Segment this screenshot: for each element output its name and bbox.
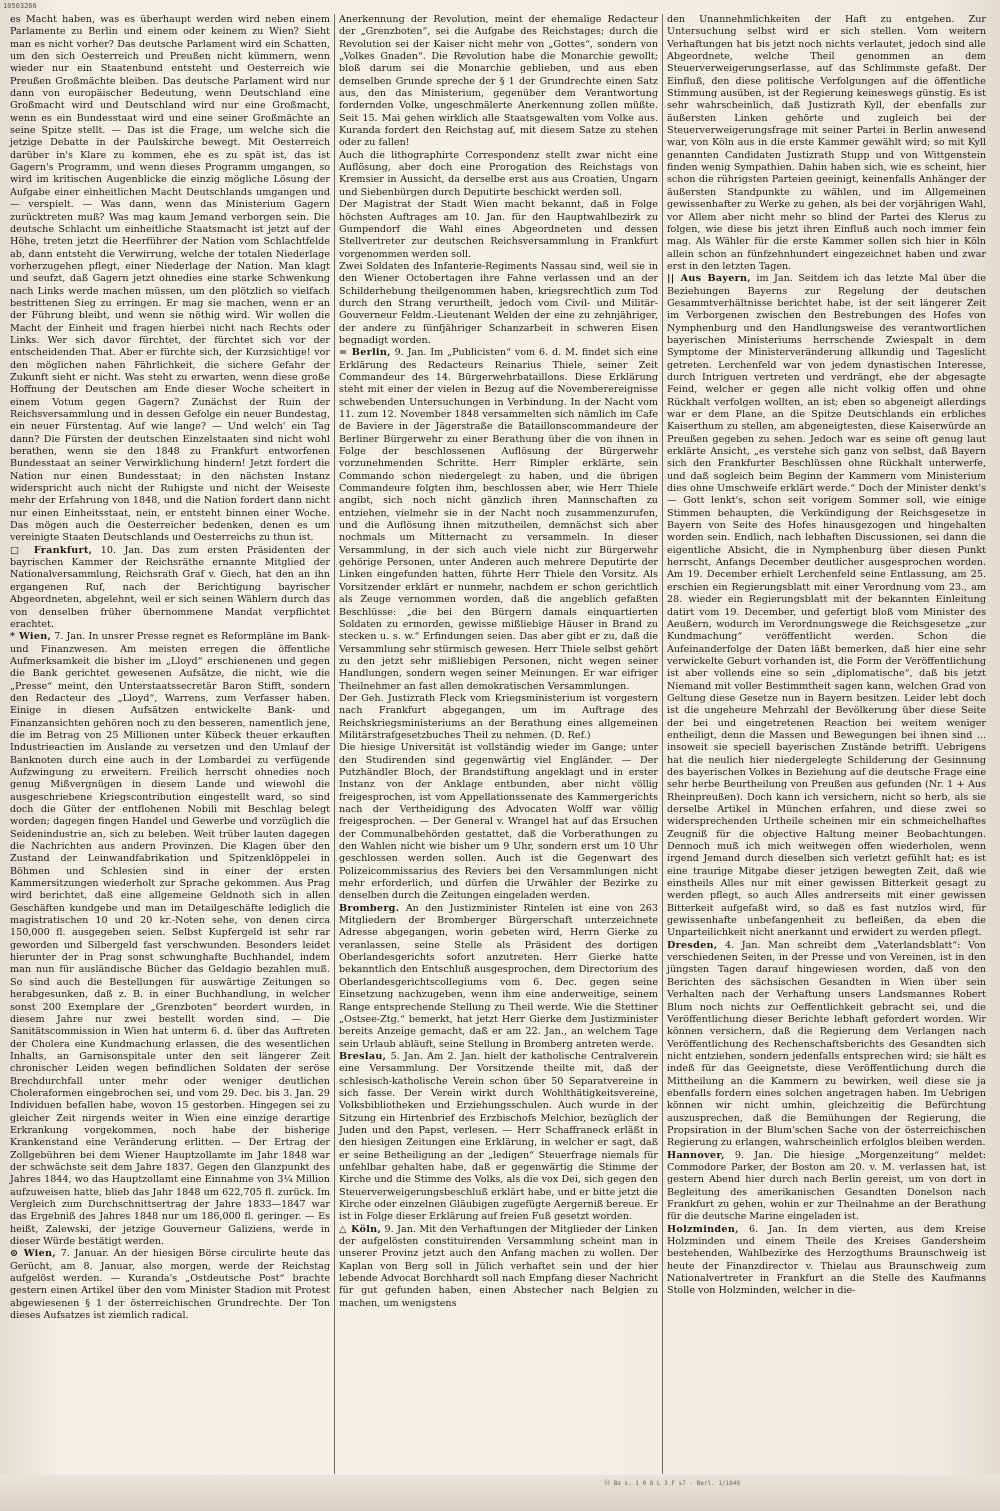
article-text: Die hiesige Universität ist vollständig wieder im Gange; unter den Studirenden sind gegenwärtig viel Engländer. — Der Putzhändler Bloch, der Brandstiftung angeklagt und in erster Instanz von der Anklage entbunden, aber nicht völlig freigesprochen, ist vom Appellationssenate des Kammergerichts nach der Vertheidigung des Advocaten Wolff war völlig freigesprochen. — Der General v. Wrangel hat auf das Ersuchen der Communalbehörden gestattet, daß die Vorberathungen zu den Wahlen nicht wie bisher um 9 Uhr, sondern erst um 10 Uhr geschlossen werden sollen. Auch ist die Gegenwart des Polizeicommissarius des Reviers bei den Versammlungen nicht mehr erforderlich, und dürfen die Urwähler der Bezirke zu denselben durch die Zeitungen eingeladen werden. — [339, 742, 658, 902]
article-paragraph — [339, 742, 658, 902]
article-text: den Unannehmlichkeiten der Haft zu entgehen. Zur Untersuchung selbst wird er sich stellen. Vom weitern Verhaftungen hat bis jetzt noch nichts verlautet, jedoch sind alle Abgeordnete, welche Theil genommen an dem Steuerverweigerungserlasse, auf das Schlimmste gefaßt. Der Einfluß, den diese politische Verfolgungen auf die öffentliche Stimmung ausüben, ist der Regierung keineswegs günstig. Es ist sehr wahrscheinlich, daß Justizrath Kyll, der ebenfalls zur äußersten Linken gehörte und zugleich bei der Steuerverweigerungsfrage mit seiner Partei in Berlin anwesend war, von Köln aus in die erste Kammer gewählt wird; so mit Kyll genannten Candidaten Justizrath Stupp und von Wittgenstein finden wenig Sympathien. Dahin haben sich, wie es scheint, hier schon die rührigsten Parteien geeinigt, keinenfalls Anhänger der äußersten Standpunkte zu wählen, und im Allgemeinen gewissenhafter zu Werke zu gehen, als bei der vorjährigen Wahl, vor Allem aber nicht mehr so blind der Partei des Klerus zu folgen, wie diese bis jetzt ihren Einfluß auch noch immer fein mag. Als Wähler für die erste Kammer sollen sich hier in Köln allein schon an fünfzehnhundert eingezeichnet haben und zwar erst in den letzten Tagen. — [667, 14, 986, 272]
dateline: * Wien, — [10, 631, 52, 643]
article-paragraph — [667, 1224, 986, 1298]
dateline: || Aus Bayern, — [667, 273, 751, 285]
article-paragraph — [339, 261, 658, 347]
article-paragraph — [339, 199, 658, 261]
article-paragraph — [667, 14, 986, 273]
article-text: es Macht haben, was es überhaupt werden wird neben einem Parlamente zu Berlin und einem oder keinem zu Wien? Sieht man es nicht vorher? Das deutsche Parlament wird ein Schatten, um den sich Oesterreich und Preußen nicht kümmern, wenn wieder nur ein Staatenbund entsteht und Oesterreich wie Preußen Großmächte bleiben. Das deutsche Parlament wird nur dann von europäischer Bedeutung, wenn Deutschland eine Großmacht wird und Deutschland wird nur eine Großmacht, wenn es ein Bundesstaat wird und eine seiner Großmächte an seine Spitze stellt. — Das ist die Frage, um welche sich die jetzige Debatte in der Paulskirche bewegt. Mit Oesterreich darüber in's Klare zu kommen, ehe es zu spät ist, das ist Gagern's Programm, und wenn dieses Programm umgangen, so wird im kritischen Augenblicke die einzig mögliche Lösung der Aufgabe einer einheitlichen Macht Deutschlands umgangen und — verspielt. — Was dann, wenn das Ministerium Gagern zurücktreten muß? Was mag kaum Jemand verborgen sein. Die deutsche Schlacht um einheitliche Staatsmacht ist jetzt auf der Höhe, treten jetzt die Heerführer der Nation vom Schlachtfelde ab, dann entsteht die Verwirrung, welche der totalen Niederlage vorherzugehen pflegt, einer Niederlage der Nation. Man klagt und seufzt, daß Gagern jetzt ohnedies eine starke Schwenkung nach Links werde machen müssen, um den plötzlich so vielfach bestrittenen Sieg zu erringen. Er mag sie machen, wenn er an der Führung bleibt, und wenn sie nöthig wird. Wir wollen die Macht der Einheit und fragen hierbei nicht nach Rechts oder Links. Wer sich davor fürchtet, der fürchtet sich vor der entscheidenden That. Aber er fürchte sich, der Kurzsichtige! vor den möglichen nahen Fährlichkeit, die sichere Gefahr der Zukunft sieht er nicht. Was steht zu erwarten, wenn diese große Hoffnung der Deutschen am Ende dieser Woche scheitert in einem Votum gegen Gagern? Zunächst der Ruin der Reichsversammlung und in dessen Gefolge ein neuer Bundestag, ein neuer Fürstentag. Auf wie lange? — Und welch' ein Tag dann? Die Fürsten der deutschen Einzelstaaten sind nicht wohl berathen, wenn sie den 1848 zu Frankfurt entworfenen Bundesstaat an seiner Verwirklichung hindern! Jetzt fordert die Nation nur einen Bundesstaat; in den nächsten Instanz widerspricht auch nicht der Ruhigste und nicht der Weiseste mehr der Erfahrung von 1848, und die Nation fordert dann nicht nur einen Einheitsstaat, nein, er entsteht binnen einer Woche. Das mögen auch die Oesterreicher bedenken, denen es um vereinigte Staaten Deutschlands und Oesterreichs zu thun ist. — [10, 14, 330, 544]
dateline: Breslau, — [339, 1050, 387, 1062]
article-paragraph — [339, 693, 658, 742]
scan-id: 10503266 — [3, 2, 37, 10]
article-text: Auch die lithographirte Correspondenz stellt zwar nicht eine Auflösung, aber doch eine Prorogation des Reichstags von Kremsier in Aussicht, da derselbe erst aus aus Croatien, Ungarn und Siebenbürgen durch Deputirte beschickt werden soll. — [339, 149, 658, 198]
article-text: 9. Jan. Mit den Verhaftungen der Mitglieder der Linken der aufgelösten constituirenden Versammlung scheint man in unserer Provinz jetzt auch den Anfang machen zu wollen. Der Kaplan von Berg soll in Jülich verhaftet sein und der hier lebende Advocat Borchhardt soll nach Empfang dieser Nachricht für gut gefunden haben, einen Abstecher nach Belgien zu machen, um wenigstens — [339, 1223, 658, 1309]
article-paragraph — [339, 347, 658, 693]
newspaper-columns — [6, 14, 992, 1474]
article-paragraph — [667, 1150, 986, 1224]
article-text: Der Geh. Justizrath Fleck vom Kriegsministerium ist vorgestern nach Frankfurt abgegangen, um im Auftrage des Reichskriegsministeriums an der Berathung eines allgemeinen Militärstrafgesetzbuches Theil zu nehmen. (D. Ref.) — [339, 692, 658, 741]
article-paragraph — [10, 1248, 330, 1322]
article-text: 10. Jan. Das zum ersten Präsidenten der bayrischen Kammer der Reichsräthe ernannte Mitglied der Nationalversammlung, Reichsrath Graf v. Giech, hat den an ihn ergangenen Ruf, nach der Berichtigung bayrischer Abgeordneten, abgelehnt, weil er sich seinen Wählern durch das von denselben früher übernommene Mandat verpflichtet erachtet. — [10, 544, 330, 630]
article-text: 6. Jan. In dem vierten, aus dem Kreise Holzminden und einem Theile des Kreises Gandersheim bestehenden, Wahlbezirke des Herzogthums Braunschweig ist heute der Finanzdirector v. Thielau aus Braunschweig zum Nationalvertreter in Frankfurt an die Stelle des Kaufmanns Stolle von Holzminden, welcher in die- — [667, 1223, 986, 1297]
article-text: Zwei Soldaten des Infanterie-Regiments Nassau sind, weil sie in den Wiener Octobertagen ihre Fahne verlassen und an der Schilderhebung theilgenommen haben, kriegsrechtlich zum Tod durch den Strang verurtheilt, jedoch vom Civil- und Militär-Gouverneur Feldm.-Lieutenant Welden der eine zu zehnjähriger, der andere zu fünfjähriger Schanzarbeit in schweren Eisen begnadigt worden. — [339, 260, 658, 346]
article-paragraph — [339, 903, 658, 1051]
article-text: 4. Jan. Man schreibt dem „Vaterlandsblatt“: Von verschiedenen Seiten, in der Presse und von Vereinen, ist in den jüngsten Tagen darauf hingewiesen worden, daß von den Berichten des sächsischen Gesandten in Wien über sein Verhalten nach der Verhaftung unsers Landsmannes Robert Blum noch nichts zur Oeffentlichkeit gebracht sei, und die Veröffentlichung dieser Berichte lebhaft gefordert worden. Wir können versichern, daß die Regierung dem Verlangen nach Veröffentlichung des Rechenschaftsberichts des Gesandten sich nicht entziehen, sondern jedenfalls entsprechen wird; sie hält es indeß für das Geeignetste, diese Veröffentlichung durch die Mittheilung an die Kammern zu bewirken, weil diese sie ja ebenfalls fordern eines solchen angetragen haben. Im Uebrigen können wir nicht umhin, gleichzeitig die Befürchtung auszusprechen, daß die Bemühungen der Regierung, die Propsiration in der Blum'schen Sache von der österreichischen Regierung zu erlangen, wahrscheinlich erfolglos bleiben werden. — [667, 939, 986, 1149]
dateline: □ Frankfurt, — [10, 544, 93, 556]
article-paragraph — [339, 1224, 658, 1310]
dateline: Dresden, — [667, 939, 718, 951]
article-paragraph — [10, 14, 330, 545]
dateline: = Berlin, — [339, 347, 391, 359]
article-text: im Jan. Seitdem ich das letzte Mal über die Beziehungen Bayerns zur Regelung der deutschen Gesammtverhältnisse berichtet habe, ist der seit längerer Zeit im Verborgenen zwischen den Bestrebungen des Hofes von Nymphenburg und den Handlungsweise des verantwortlichen bayerischen Ministeriums herrschende Zwiespalt in dem Symptome der Ministerveränderung allkundig und Tageslicht getreten. Lerchenfeld war von jedem dynastischen Interesse, durch Intriguen vertreten und verdrängt, ehe der abgesagte Feind, welcher er gegen alle nicht volkig offen und ohne Rückhalt verfolgen wollten, an ist; eben so abgeneigt allerdings war er dem Plane, an die Spitze Deutschlands ein erbliches Kaiserthum zu stellen, am abgeneigtesten, diese Kaiserwürde an Preußen gegeben zu sehen. Jedoch war es seine oft genug laut erklärte Ansicht, „es verstehe sich ganz von selbst, daß Bayern sich den Frankfurter Beschlüssen ohne Rückhalt unterwerfe, und daß sogleich beim Beginn der Kammern vom Ministerium dies ohne Umschweife erklärt werde.“ Doch der Minister denkt's — Gott lenkt's, schon seit vorigem Sommer soll, wie einige Stimmen behaupten, die Verkündigung der Reichsgesetze in Bayern von Seite des Hofes hinausgezogen und hingehalten worden sein. Endlich, nach lebhaften Discussionen, sei dann die eigentliche Absicht, die in Nymphenburg über diesen Punkt herrscht, Anfangs December deutlicher ausgesprochen worden. Am 19. December erhielt Lerchenfeld seine Entlassung, am 25. erschien ein Regierungsblatt mit einer Verordnung vom 23., am 28. wieder ein Regierungsblatt mit der bekannten Einleitung datirt vom 19. December, und gefertigt bloß vom Minister des Aeußern, wodurch im Verordnungswege die Reichsgesetze „zur Kundmachung“ veröffentlicht werden. Schon die Aufeinanderfolge der Daten läßt bemerken, daß hier eine sehr verwickelte Geburt vorhanden ist, die Form der Veröffentlichung ist aber vollends eine so sein „diplomatische“, daß bis jetzt Niemand mit voller Bestimmtheit sagen kann, welchen Grad von Geltung diese Gesetze nun in Bayern besitzen. Leider lebt doch ist die ungeheure Mehrzahl der Bevölkerung über diese Seite der bei und eingetretenen Reaction bei weitem weniger entheiligt, denn die Massen und Bewegungen bei ihnen sind ... insoweit sie speciell bayerischen Zustände betrifft. Uebrigens hat die neulich hier niedergelegte Schilderung der Gesinnung des bayerischen Volkes in Beziehung auf die deutsche Frage eine sehr herbe Beurtheilung von Preußen aus gefunden (Nr. 1 + Aus Rheinpreußen). Doch kann ich versichern, nicht so herb, als sie derselbe Artikel in München erfahren, und diese zwei so widersprechenden Urtheile scheinen mir ein schmeichelhaftes Zeugniß für die objective Haltung meiner Beobachtungen. Dennoch muß ich mich weitwegen offen wiederholen, wenn irgend Jemand durch dieselben sich verletzt gefühlt hat; es ist eine traurige Mitgabe dieser jetzigen bewegten Zeit, daß wie einstheils Alles nur mit einer gewissen Bitterkeit gesagt zu werden pflegt, so auch Alles andrerseits mit einer gewissen Bitterkeit aufgefaßt wird, so daß es fast nutzlos wird, für gewissenhafte unbefangenheit zu befleißen, da eben die Unparteilichkeit nicht anerkannt und erwidert zu werden pflegt. — [667, 273, 986, 939]
column-middle — [334, 14, 662, 1474]
article-paragraph — [339, 1051, 658, 1224]
article-text: 9. Jan. Im „Publicisten“ vom 6. d. M. findet sich eine Erklärung des Redacteurs Reinarius Thiele, seiner Zeit Commandeur des 14. Bürgerwehrbataillons. Diese Erklärung steht mit einer der vielen in Bezug auf die Novemberereignisse schwebenden Untersuchungen in Verbindung. In der Nacht vom 11. zum 12. November 1848 versammelten sich nämlich im Cafe de Baviere in der Jägerstraße die Bataillonscommandeure der Berliner Bürgerwehr zu einer Berathung über die von ihnen in Folge der beschlossenen Auflösung der Bürgerwehr vorzunehmenden Schritte. Herr Rimpler erklärte, sein Commando schon niedergelegt zu haben, und die übrigen Commandeure folgten ihm, beschlossen aber, wie Herr Thiele angibt, sich noch nicht gänzlich ihren Mannschaften zu entziehen, vielmehr sie in der Nacht noch zusammenzurufen, und die Auflösung ihnen mitzutheilen, demnächst sich aber nochmals um Mitternacht zu versammeln. In dieser Versammlung, in der sich auch viele nicht zur Bürgerwehr gehörige Personen, unter Anderen auch mehrere Deputirte der Linken eingefunden hatten, führte Herr Thiele den Vorsitz. Als Vorsitzender erklärt er nunmehr, nachdem er schon gerichtlich als Zeuge vernommen worden, daß die angeblich gefaßten Beschlüsse: „die bei den Bürgern damals einquartierten Soldaten zu ermorden, gewisse mißliebige Häuser in Brand zu stecken u. s. w.“ Erfindungen seien. Das aber gibt er zu, daß die Versammlung sehr stürmisch gewesen. Herr Thiele selbst gehört zu den jetzt sehr mißliebigen Personen, nicht wegen seiner Handlungen, sondern wegen seiner Meinungen. Er war eifriger Theilnehmer an fast allen demokratischen Versammlungen. — [339, 347, 658, 692]
article-text: 5. Jan. Am 2. Jan. hielt der katholische Centralverein eine Versammlung. Der Vorsitzende theilte mit, daß der schlesisch-katholische Verein schon über 50 Separatvereine in sich fasse. Der Verein wirkt durch Wohlthätigkeitsvereine, Volksbibliotheken und Erziehungsschulen. Auch wurde in der Sitzung ein Hirtenbrief des Erzbischofs Melchior, bezüglich der Juden und den Papst, verlesen. — Herr Schaffraneck erläßt in den hiesigen Zeitungen eine Erklärung, in welcher er sagt, daß er seine Betheiligung an der „ledigen“ Steuerfrage niemals für unfehlbar gehalten habe, daß er gegenwärtig die Stimme der Kirche und die Stimme des Volks, als die vox Dei, sich gegen den Steuerverweigerungsbeschluß erklärt habe, und er bitte jetzt die Kirche oder einzelnen Gläubigen zugefügte Aergerniß bereue. Er ist in Folge dieser Erklärung auf freien Fuß gesetzt worden. — [339, 1050, 658, 1223]
dateline: △ Köln, — [339, 1223, 382, 1235]
dateline: Holzminden, — [667, 1223, 739, 1235]
dateline: ⊙ Wien, — [10, 1248, 56, 1260]
article-paragraph — [339, 14, 658, 150]
footer-mark: Ⓜ Ba s. 1 0 8 L 3 F s7 - Berl. 1/1849 — [603, 1480, 740, 1487]
dateline: Hannover, — [667, 1149, 725, 1161]
article-paragraph — [10, 631, 330, 1248]
article-text: 7. Jan. In unsrer Presse regnet es Reformpläne im Bank- und Finanzwesen. Am meisten erregen die öffentliche Aufmerksamkeit die bisher im „Lloyd“ erschienenen und gegen die Bank gerichtet gewesenen Aufsätze, die nicht, wie die „Presse“ meint, den Unterstaatssecretär Baron Stifft, sondern den Redacteur des „Lloyd“, Warrens, zum Verfasser haben. Einige in diesen Aufsätzen entwickelte Bank- und Finanzansichten gehören noch zu den besseren, namentlich jene, die im Betrag von 25 Millionen unter Kübeck theuer erkauften Industrieactien im Auslande zu versetzen und den Umlauf der Banknoten durch eine auch in der Lombardei zu verfügende Aufzwingung zu erweitern. Freilich herrscht ohnedies noch genug Mißvergnügen in diesem Lande und wiewohl die ausgeschriebene Kriegscontribution eingestellt ward, so sind doch die Güter der entflohenen Nobili mit Beschlag belegt worden; dagegen fingen Handel und Gewerbe und vorzüglich die Seidenindustrie an, sich zu beleben. Weit trüber lauten dagegen die Nachrichten aus andern Provinzen. Die Klagen über den Zustand der Leinwandfabrikation und Spitzenklöppelei in Böhmen und Schlesien sind in einer der ersten Kammersitzungen wiederholt zur Sprache gekommen. Aus Prag wird berichtet, daß eine allgemeine Geldnoth sich in allen Geschäften kundgebe und man im Detailgeschäfte lediglich die magistratischen 10 und 20 kr.-Noten sehe, von denen circa 150,000 fl. ausgegeben seien. Selbst Kupfergeld ist sehr rar geworden und Silbergeld fast verschwunden. Besonders leidet hierunter der in Prag sonst schwunghafte Buchhandel, indem man nun für ausländische Bücher das Geldagio bezahlen muß. So sind auch die Bestellungen für auswärtige Zeitungen so herabgesunken, daß z. B. in einer Buchhandlung, in welcher sonst 200 Exemplare der „Grenzboten“ beordert wurden, in diesem Jahre nur zwei bestellt worden sind. — Die Sanitätscommission in Wien hat unterm 6. d. über das Auftreten der Cholera eine Kundmachung erlassen, die des wesentlichen Inhalts, an Garnisonspitale unter den seit längerer Zeit chronischer Leiden wegen befindlichen Soldaten der seröse Brechdurchfall unter mehr oder weniger deutlichen Choleraformen eingebrochen sei, und vom 29. Dec. bis 3. Jan. 29 Individuen befallen habe, wovon 15 gestorben. Hingegen sei zu gleicher Zeit nirgends weiter in Wien eine einzige derartige Erkrankung vorgekommen, noch habe der bisherige Krankenstand eine Veränderung erlitten. — Der Ertrag der Zollgebühren bei dem Wiener Hauptzollamte im Jahr 1848 war der schwächste seit dem Jahre 1837. Gegen den Glanzpunkt des Jahres 1844, wo das Hauptzollamt eine Einnahme von 3¼ Million aufzuweisen hatte, blieb das Jahr 1848 um 622,705 fl. zurück. Im Vergleich zum Durchschnittsertrag der Jahre 1833—1847 war das Ergebniß des Jahres 1848 nur um 186,000 fl. geringer. — Es heißt, Zalewski, der jetzige Gouverneur Galiziens, werde in dieser Würde bestätigt werden. — [10, 631, 330, 1248]
article-text: An den Justizminister Rintelen ist eine von 263 Mitgliedern der Bromberger Bürgerschaft unterzeichnete Adresse abgegangen, worin gebeten wird, Herrn Gierke zu veranlassen, seine Stelle als Präsident des dortigen Oberlandesgerichts sofort anzutreten. Herr Gierke hatte bekanntlich den Entschluß ausgesprochen, dem Directorium des Oberlandesgerichtscollegiums vom 6. Dec. gegen seine Einsetzung nachzugeben, wenn ihm eine anderweitige, seinem Range entsprechende Stellung zu Theil werde. Wie die Stettiner „Ostsee-Ztg.“ bemerkt, hat jetzt Herr Gierke dem Justizminister bereits Anzeige gemacht, daß er am 22. Jan., an welchem Tage sein Urlaub abläuft, seine Stellung in Bromberg antreten werde. — [339, 902, 658, 1050]
article-text: 7. Januar. An der hiesigen Börse circulirte heute das Gerücht, am 8. Januar, also morgen, werde der Reichstag aufgelöst werden. — Kuranda's „Ostdeutsche Post“ brachte gestern einen Artikel über den vom Minister Stadion mit Protest abgewiesenen § 1 der österreichischen Grundrechte. Der Ton dieses Aufsatzes ist ziemlich radical. — [10, 1248, 330, 1322]
dateline: Bromberg. — [339, 902, 400, 914]
column-left — [6, 14, 334, 1474]
article-paragraph — [667, 273, 986, 940]
page-bottom-edge — [0, 1475, 1000, 1511]
article-paragraph — [667, 940, 986, 1150]
article-text: Anerkennung der Revolution, meint der ehemalige Redacteur der „Grenzboten“, sei die Aufgabe des Reichstages; durch die Revolution sei der Kaiser nicht mehr von „Gottes“, sondern von „Volkes Gnaden“. Die Revolution habe die Monarchie gewollt; bloß darum sei die Monarchie geblieben, und aus eben demselben Grunde spreche der § 1 der Grundrechte einen Satz aus, den das Ministerium, gegenüber dem Verantwortung fordernden Volke, ungeschmälerte Anerkennung zollen müßte. Seit 15. Mai gehen wirklich alle Staatsgewalten vom Volke aus. Kuranda fordert den Reichstag auf, mit diesem Satze zu stehen oder zu fallen! — [339, 14, 658, 149]
article-text: Der Magistrat der Stadt Wien macht bekannt, daß in Folge höchsten Auftrages am 10. Jan. für den Hauptwahlbezirk zu Gumpendorf die Wahl eines Abgeordneten und dessen Stellvertreter zur deutschen Reichsversammlung in Frankfurt vorgenommen werden soll. — [339, 199, 658, 260]
article-text: 9. Jan. Die hiesige „Morgenzeitung“ meldet: Commodore Parker, der Boston am 20. v. M. verlassen hat, ist gestern Abend hier durch nach Berlin gereist, um von dort in Begleitung des amerikanischen Gesandten Donelson nach Frankfurt zu gehen, wohin er zur Theilnahme an der Berathung für die deutsche Marine eingeladen ist. — [667, 1149, 986, 1223]
article-paragraph — [339, 150, 658, 199]
column-right — [662, 14, 990, 1474]
article-paragraph — [10, 545, 330, 631]
